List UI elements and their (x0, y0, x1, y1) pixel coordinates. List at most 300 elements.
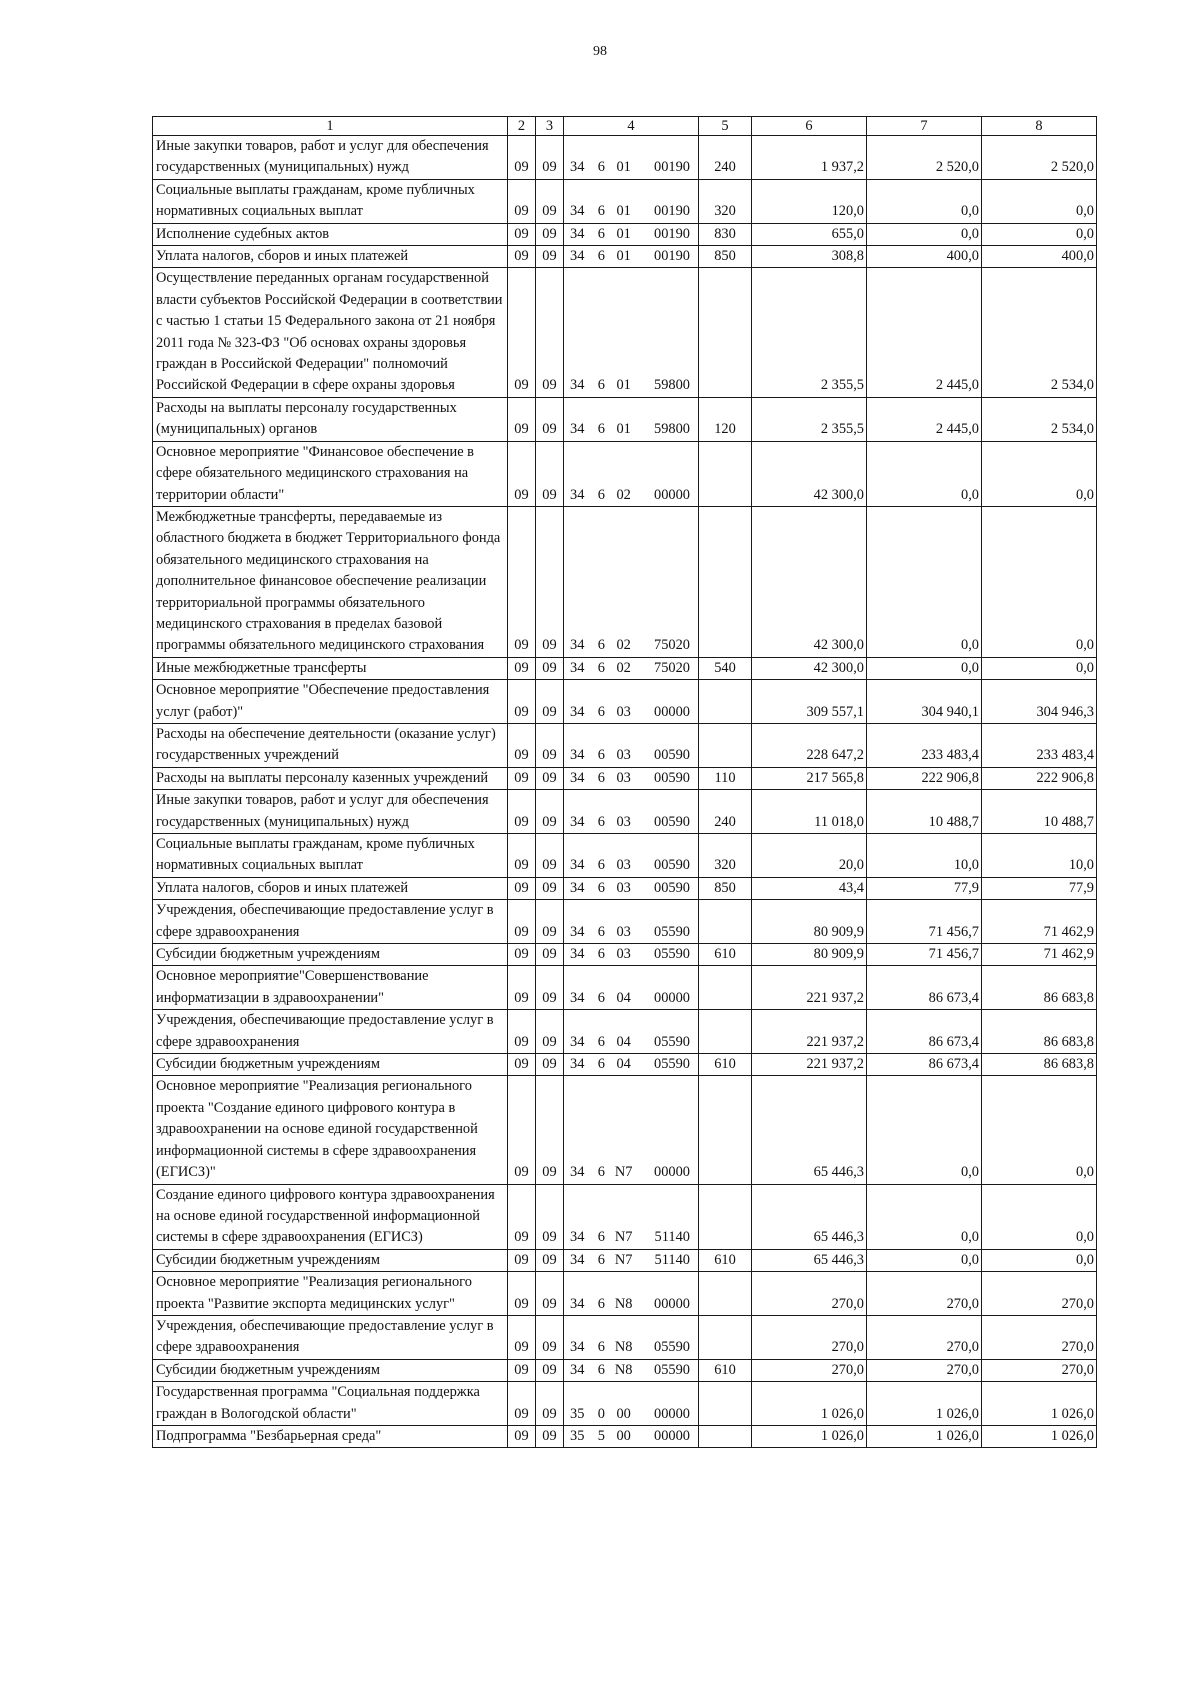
target-article-parts (566, 485, 696, 506)
row-name: Субсидии бюджетным учреждениям (153, 944, 508, 966)
table-row (153, 1010, 1097, 1054)
row-subsection-code: 09 (536, 1249, 564, 1271)
target-article-part: 51140 (654, 1229, 690, 1246)
row-name: Основное мероприятие "Реализация регионального проекта "Создание единого цифрового контура в здравоохранении на основе единой государственной информационной системы в сфере здравоохранения (ЕГИСЗ)" (153, 1076, 508, 1184)
target-article-parts (566, 419, 696, 440)
row-amount-col6: 65 446,3 (752, 1076, 867, 1184)
target-article-part: 6 (597, 923, 605, 940)
target-article-part: 6 (597, 1056, 605, 1073)
row-subsection-code: 09 (536, 441, 564, 506)
row-amount-col6: 1 026,0 (752, 1425, 867, 1447)
row-target-article-code (564, 506, 699, 657)
row-amount-col6: 270,0 (752, 1272, 867, 1316)
header-cell-5: 5 (699, 117, 752, 136)
target-article-part: 75020 (654, 637, 690, 654)
target-article-part: 6 (597, 703, 605, 720)
row-subsection-code: 09 (536, 900, 564, 944)
target-article-part: 51140 (654, 1251, 690, 1268)
row-name: Основное мероприятие "Обеспечение предоставления услуг (работ)" (153, 680, 508, 724)
row-target-article-code (564, 680, 699, 724)
header-cell-6: 6 (752, 117, 867, 136)
row-amount-col8: 2 520,0 (982, 136, 1097, 180)
row-target-article-code (564, 900, 699, 944)
row-amount-col8: 0,0 (982, 1249, 1097, 1271)
target-article-part: 34 (570, 486, 585, 503)
table-row (153, 506, 1097, 657)
target-article-part: 01 (616, 225, 631, 242)
target-article-part: 01 (616, 248, 631, 265)
row-name: Иные межбюджетные трансферты (153, 657, 508, 679)
row-amount-col6: 42 300,0 (752, 657, 867, 679)
budget-table (152, 116, 1097, 1448)
table-row (153, 1359, 1097, 1381)
target-article-part: 34 (570, 703, 585, 720)
row-expense-type-code: 610 (699, 1359, 752, 1381)
table-row (153, 657, 1097, 679)
row-amount-col6: 308,8 (752, 246, 867, 268)
row-section-code: 09 (508, 877, 536, 899)
target-article-part: 05590 (654, 1033, 690, 1050)
target-article-part: 00190 (654, 203, 690, 220)
row-amount-col8: 0,0 (982, 506, 1097, 657)
row-expense-type-code (699, 680, 752, 724)
target-article-part: 34 (570, 813, 585, 830)
row-target-article-code (564, 1425, 699, 1447)
row-target-article-code (564, 246, 699, 268)
table-row (153, 767, 1097, 789)
row-section-code: 09 (508, 1054, 536, 1076)
row-amount-col8: 2 534,0 (982, 268, 1097, 397)
target-article-parts (566, 1337, 696, 1358)
target-article-parts (566, 1294, 696, 1315)
row-amount-col8: 71 462,9 (982, 944, 1097, 966)
row-expense-type-code (699, 1425, 752, 1447)
table-row (153, 944, 1097, 966)
row-name: Основное мероприятие "Реализация регионального проекта "Развитие экспорта медицинских услуг" (153, 1272, 508, 1316)
row-target-article-code (564, 657, 699, 679)
row-name: Межбюджетные трансферты, передаваемые из областного бюджета в бюджет Территориального фонда обязательного медицинского страхования на дополнительное финансовое обеспечение реализации территориальной программы обязательного медицинского страхования в пределах базовой программы обязательного медицинского страхования (153, 506, 508, 657)
target-article-part: 59800 (654, 377, 690, 394)
row-amount-col6: 80 909,9 (752, 944, 867, 966)
row-amount-col6: 120,0 (752, 179, 867, 223)
target-article-parts (566, 201, 696, 222)
row-section-code: 09 (508, 136, 536, 180)
target-article-part: 02 (616, 637, 631, 654)
target-article-part: 6 (597, 1164, 605, 1181)
row-target-article-code (564, 944, 699, 966)
row-name: Социальные выплаты гражданам, кроме публичных нормативных социальных выплат (153, 834, 508, 878)
target-article-part: 00590 (654, 879, 690, 896)
row-target-article-code (564, 877, 699, 899)
target-article-part: 6 (597, 225, 605, 242)
row-amount-col7: 10,0 (867, 834, 982, 878)
row-amount-col6: 221 937,2 (752, 966, 867, 1010)
row-name: Расходы на выплаты персоналу казенных учреждений (153, 767, 508, 789)
header-cell-1: 1 (153, 117, 508, 136)
row-amount-col7: 0,0 (867, 1249, 982, 1271)
target-article-parts (566, 1054, 696, 1075)
row-target-article-code (564, 1315, 699, 1359)
table-row (153, 1272, 1097, 1316)
target-article-part: 34 (570, 879, 585, 896)
row-amount-col7: 71 456,7 (867, 944, 982, 966)
row-section-code: 09 (508, 1425, 536, 1447)
row-subsection-code: 09 (536, 966, 564, 1010)
row-expense-type-code: 320 (699, 179, 752, 223)
target-article-part: 00000 (654, 703, 690, 720)
target-article-parts (566, 768, 696, 789)
row-amount-col8: 10,0 (982, 834, 1097, 878)
row-amount-col6: 228 647,2 (752, 723, 867, 767)
target-article-part: 34 (570, 1339, 585, 1356)
row-amount-col7: 0,0 (867, 441, 982, 506)
row-name: Социальные выплаты гражданам, кроме публичных нормативных социальных выплат (153, 179, 508, 223)
row-name: Подпрограмма "Безбарьерная среда" (153, 1425, 508, 1447)
row-name: Иные закупки товаров, работ и услуг для обеспечения государственных (муниципальных) нужд (153, 136, 508, 180)
target-article-parts (566, 224, 696, 245)
row-section-code: 09 (508, 1010, 536, 1054)
target-article-part: 6 (597, 637, 605, 654)
target-article-part: 34 (570, 1033, 585, 1050)
row-section-code: 09 (508, 944, 536, 966)
row-expense-type-code (699, 268, 752, 397)
row-expense-type-code (699, 441, 752, 506)
target-article-part: N8 (614, 1361, 633, 1378)
row-amount-col7: 270,0 (867, 1272, 982, 1316)
target-article-part: 6 (597, 1033, 605, 1050)
row-amount-col7: 86 673,4 (867, 1054, 982, 1076)
target-article-part: 6 (597, 1295, 605, 1312)
row-amount-col6: 11 018,0 (752, 790, 867, 834)
target-article-part: 34 (570, 923, 585, 940)
target-article-part: 34 (570, 659, 585, 676)
row-amount-col7: 0,0 (867, 179, 982, 223)
row-expense-type-code (699, 900, 752, 944)
row-amount-col7: 77,9 (867, 877, 982, 899)
row-section-code: 09 (508, 1315, 536, 1359)
target-article-part: 34 (570, 1056, 585, 1073)
row-section-code: 09 (508, 1382, 536, 1426)
target-article-part: 6 (597, 1339, 605, 1356)
row-amount-col6: 80 909,9 (752, 900, 867, 944)
row-amount-col6: 270,0 (752, 1359, 867, 1381)
table-row (153, 834, 1097, 878)
row-expense-type-code (699, 966, 752, 1010)
row-section-code: 09 (508, 179, 536, 223)
row-expense-type-code: 240 (699, 136, 752, 180)
row-amount-col6: 42 300,0 (752, 506, 867, 657)
row-target-article-code (564, 397, 699, 441)
row-amount-col7: 222 906,8 (867, 767, 982, 789)
row-amount-col7: 0,0 (867, 506, 982, 657)
target-article-part: 00 (616, 1427, 631, 1444)
row-name: Субсидии бюджетным учреждениям (153, 1359, 508, 1381)
row-amount-col8: 400,0 (982, 246, 1097, 268)
row-name: Основное мероприятие "Финансовое обеспечение в сфере обязательного медицинского страхования на территории области" (153, 441, 508, 506)
row-amount-col7: 270,0 (867, 1315, 982, 1359)
row-subsection-code: 09 (536, 1010, 564, 1054)
row-target-article-code (564, 268, 699, 397)
target-article-parts (566, 1360, 696, 1381)
target-article-part: 6 (597, 813, 605, 830)
target-article-part: 03 (616, 946, 631, 963)
target-article-part: N7 (614, 1229, 633, 1246)
header-cell-2: 2 (508, 117, 536, 136)
target-article-part: 04 (616, 1056, 631, 1073)
target-article-parts (566, 1404, 696, 1425)
target-article-part: 02 (616, 486, 631, 503)
row-amount-col6: 42 300,0 (752, 441, 867, 506)
row-expense-type-code (699, 1272, 752, 1316)
target-article-part: 01 (616, 377, 631, 394)
row-section-code: 09 (508, 834, 536, 878)
row-section-code: 09 (508, 1249, 536, 1271)
row-subsection-code: 09 (536, 506, 564, 657)
row-section-code: 09 (508, 1359, 536, 1381)
target-article-parts (566, 878, 696, 899)
row-name: Иные закупки товаров, работ и услуг для обеспечения государственных (муниципальных) нужд (153, 790, 508, 834)
row-amount-col6: 20,0 (752, 834, 867, 878)
target-article-part: 6 (597, 421, 605, 438)
target-article-part: 03 (616, 769, 631, 786)
target-article-part: 6 (597, 659, 605, 676)
row-subsection-code: 09 (536, 246, 564, 268)
target-article-part: N8 (614, 1339, 633, 1356)
row-amount-col6: 65 446,3 (752, 1249, 867, 1271)
row-section-code: 09 (508, 397, 536, 441)
row-amount-col8: 0,0 (982, 441, 1097, 506)
row-target-article-code (564, 834, 699, 878)
header-cell-8: 8 (982, 117, 1097, 136)
table-row (153, 723, 1097, 767)
table-row (153, 1054, 1097, 1076)
row-target-article-code (564, 1359, 699, 1381)
row-name: Уплата налогов, сборов и иных платежей (153, 246, 508, 268)
target-article-part: 00590 (654, 769, 690, 786)
target-article-part: 03 (616, 923, 631, 940)
row-amount-col7: 304 940,1 (867, 680, 982, 724)
row-subsection-code: 09 (536, 1315, 564, 1359)
row-section-code: 09 (508, 1076, 536, 1184)
header-row (153, 117, 1097, 136)
row-section-code: 09 (508, 723, 536, 767)
row-target-article-code (564, 1054, 699, 1076)
row-subsection-code: 09 (536, 179, 564, 223)
target-article-part: 05590 (654, 1361, 690, 1378)
target-article-parts (566, 1227, 696, 1248)
target-article-part: 05590 (654, 1056, 690, 1073)
target-article-part: 05590 (654, 1339, 690, 1356)
row-section-code: 09 (508, 900, 536, 944)
row-target-article-code (564, 1010, 699, 1054)
target-article-part: N8 (614, 1295, 633, 1312)
header-cell-7: 7 (867, 117, 982, 136)
row-name: Осуществление переданных органам государственной власти субъектов Российской Федерации в соответствии с частью 1 статьи 15 Федерального закона от 21 ноября 2011 года № 323-ФЗ "Об основах охраны здоровья граждан в Российской Федерации" полномочий Российской Федерации в сфере охраны здоровья (153, 268, 508, 397)
row-amount-col7: 86 673,4 (867, 1010, 982, 1054)
target-article-part: 6 (597, 159, 605, 176)
row-amount-col7: 1 026,0 (867, 1425, 982, 1447)
page-number: 98 (593, 44, 607, 59)
row-amount-col6: 1 937,2 (752, 136, 867, 180)
row-target-article-code (564, 1382, 699, 1426)
row-amount-col7: 2 445,0 (867, 268, 982, 397)
row-amount-col8: 1 026,0 (982, 1425, 1097, 1447)
row-name: Учреждения, обеспечивающие предоставление услуг в сфере здравоохранения (153, 1010, 508, 1054)
target-article-part: 00000 (654, 1295, 690, 1312)
header-cell-4: 4 (564, 117, 699, 136)
table-row (153, 179, 1097, 223)
row-subsection-code: 09 (536, 1184, 564, 1249)
target-article-part: 00000 (654, 1427, 690, 1444)
row-expense-type-code: 540 (699, 657, 752, 679)
row-subsection-code: 09 (536, 1382, 564, 1426)
table-row (153, 966, 1097, 1010)
row-amount-col7: 2 520,0 (867, 136, 982, 180)
target-article-part: 04 (616, 989, 631, 1006)
row-expense-type-code (699, 1382, 752, 1426)
row-amount-col6: 43,4 (752, 877, 867, 899)
row-name: Уплата налогов, сборов и иных платежей (153, 877, 508, 899)
row-expense-type-code: 850 (699, 246, 752, 268)
table-row (153, 397, 1097, 441)
table-row (153, 1315, 1097, 1359)
target-article-part: 34 (570, 946, 585, 963)
row-expense-type-code: 320 (699, 834, 752, 878)
target-article-part: 03 (616, 813, 631, 830)
row-expense-type-code (699, 723, 752, 767)
row-amount-col8: 270,0 (982, 1359, 1097, 1381)
row-section-code: 09 (508, 1184, 536, 1249)
row-target-article-code (564, 723, 699, 767)
target-article-parts (566, 1162, 696, 1183)
target-article-part: 01 (616, 421, 631, 438)
row-amount-col8: 86 683,8 (982, 1010, 1097, 1054)
row-target-article-code (564, 1184, 699, 1249)
row-amount-col6: 2 355,5 (752, 397, 867, 441)
row-section-code: 09 (508, 966, 536, 1010)
target-article-part: 34 (570, 857, 585, 874)
table-row (153, 900, 1097, 944)
target-article-part: 00190 (654, 248, 690, 265)
target-article-parts (566, 745, 696, 766)
row-subsection-code: 09 (536, 136, 564, 180)
target-article-parts (566, 375, 696, 396)
target-article-part: 34 (570, 377, 585, 394)
row-expense-type-code: 240 (699, 790, 752, 834)
row-amount-col7: 233 483,4 (867, 723, 982, 767)
target-article-parts (566, 1426, 696, 1447)
row-section-code: 09 (508, 246, 536, 268)
target-article-part: 34 (570, 203, 585, 220)
row-amount-col7: 2 445,0 (867, 397, 982, 441)
target-article-part: 00000 (654, 1164, 690, 1181)
target-article-part: 34 (570, 1361, 585, 1378)
row-subsection-code: 09 (536, 397, 564, 441)
target-article-part: 05590 (654, 923, 690, 940)
target-article-part: 6 (597, 857, 605, 874)
row-name: Исполнение судебных актов (153, 223, 508, 245)
target-article-part: 34 (570, 637, 585, 654)
row-target-article-code (564, 767, 699, 789)
target-article-part: 00590 (654, 747, 690, 764)
target-article-part: 34 (570, 1251, 585, 1268)
row-name: Государственная программа "Социальная поддержка граждан в Вологодской области" (153, 1382, 508, 1426)
row-amount-col7: 0,0 (867, 1076, 982, 1184)
table-row (153, 268, 1097, 397)
target-article-part: 6 (597, 248, 605, 265)
table-row (153, 1382, 1097, 1426)
row-name: Расходы на обеспечение деятельности (оказание услуг) государственных учреждений (153, 723, 508, 767)
target-article-part: 35 (570, 1427, 585, 1444)
target-article-parts (566, 944, 696, 965)
target-article-part: 03 (616, 747, 631, 764)
row-amount-col8: 71 462,9 (982, 900, 1097, 944)
target-article-part: 00 (616, 1405, 631, 1422)
row-amount-col8: 77,9 (982, 877, 1097, 899)
target-article-part: 5 (597, 1427, 605, 1444)
row-amount-col7: 86 673,4 (867, 966, 982, 1010)
target-article-parts (566, 658, 696, 679)
row-amount-col6: 221 937,2 (752, 1054, 867, 1076)
table-body (153, 117, 1097, 1448)
row-amount-col6: 1 026,0 (752, 1382, 867, 1426)
target-article-part: 6 (597, 989, 605, 1006)
row-subsection-code: 09 (536, 790, 564, 834)
table-row (153, 1184, 1097, 1249)
table-row (153, 790, 1097, 834)
target-article-part: 00000 (654, 1405, 690, 1422)
target-article-part: 00000 (654, 989, 690, 1006)
table-row (153, 136, 1097, 180)
row-target-article-code (564, 1076, 699, 1184)
row-expense-type-code: 610 (699, 944, 752, 966)
target-article-part: 34 (570, 1295, 585, 1312)
row-target-article-code (564, 1272, 699, 1316)
row-section-code: 09 (508, 506, 536, 657)
row-amount-col8: 0,0 (982, 223, 1097, 245)
target-article-part: N7 (614, 1251, 633, 1268)
target-article-part: 34 (570, 159, 585, 176)
target-article-part: 34 (570, 1164, 585, 1181)
row-subsection-code: 09 (536, 1054, 564, 1076)
row-expense-type-code: 830 (699, 223, 752, 245)
target-article-part: 34 (570, 421, 585, 438)
target-article-part: 6 (597, 203, 605, 220)
row-amount-col6: 65 446,3 (752, 1184, 867, 1249)
table-row (153, 1249, 1097, 1271)
row-subsection-code: 09 (536, 680, 564, 724)
row-subsection-code: 09 (536, 723, 564, 767)
row-section-code: 09 (508, 680, 536, 724)
row-expense-type-code: 110 (699, 767, 752, 789)
row-target-article-code (564, 790, 699, 834)
target-article-part: 00590 (654, 813, 690, 830)
target-article-part: 00190 (654, 159, 690, 176)
target-article-part: 34 (570, 248, 585, 265)
row-subsection-code: 09 (536, 657, 564, 679)
row-expense-type-code: 610 (699, 1249, 752, 1271)
row-name: Расходы на выплаты персоналу государственных (муниципальных) органов (153, 397, 508, 441)
target-article-parts (566, 855, 696, 876)
target-article-part: 34 (570, 989, 585, 1006)
table-row (153, 680, 1097, 724)
row-amount-col7: 0,0 (867, 1184, 982, 1249)
row-amount-col8: 270,0 (982, 1315, 1097, 1359)
row-expense-type-code (699, 1010, 752, 1054)
row-expense-type-code: 610 (699, 1054, 752, 1076)
row-amount-col6: 309 557,1 (752, 680, 867, 724)
row-name: Учреждения, обеспечивающие предоставление услуг в сфере здравоохранения (153, 900, 508, 944)
